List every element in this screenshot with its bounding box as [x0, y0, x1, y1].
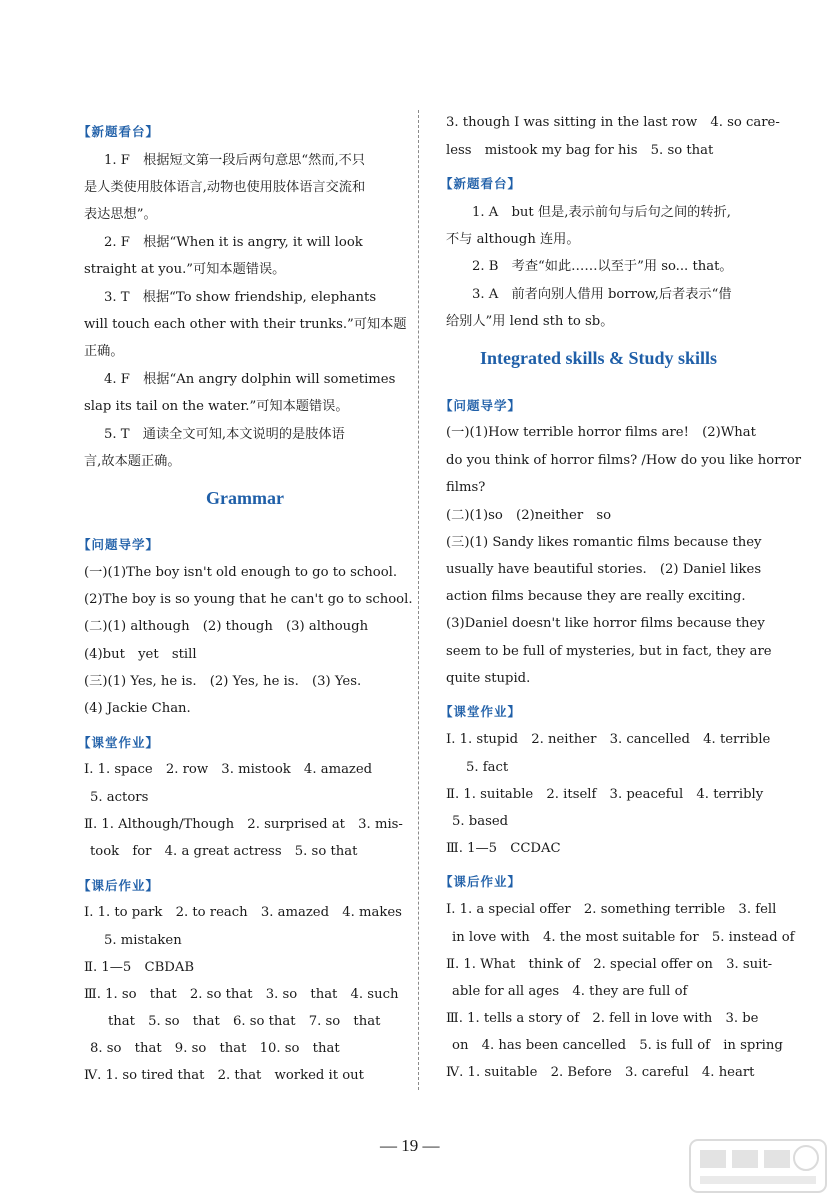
text-line: action films because they are really exciting. — [446, 589, 746, 604]
text-line: seem to be full of mysteries, but in fact, they are — [446, 644, 772, 659]
text-line: that 5. so that 6. so that 7. so that — [108, 1014, 381, 1029]
section-tag-homework: 【课后作业】 — [78, 878, 160, 893]
text-line: 1. F 根据短文第一段后两句意思“然而,不只 — [104, 153, 366, 168]
text-line: (二)(1)so (2)neither so — [446, 508, 612, 523]
text-line: (4)but yet still — [84, 647, 197, 662]
text-line: 1. A but 但是,表示前句与后句之间的转折, — [472, 205, 731, 220]
text-line: (一)(1)The boy isn't old enough to go to school. — [84, 565, 398, 580]
text-line: 2. B 考查“如此……以至于”用 so... that。 — [472, 259, 733, 274]
text-line: Ⅳ. 1. so tired that 2. that worked it out — [84, 1068, 364, 1083]
text-line: (4) Jackie Chan. — [84, 701, 191, 716]
section-tag-homework: 【课后作业】 — [440, 874, 522, 889]
section-tag-new-questions: 【新题看台】 — [440, 176, 522, 191]
page-number: — 19 — — [380, 1136, 440, 1155]
text-line: 是人类使用肢体语言,动物也使用肢体语言交流和 — [84, 180, 366, 195]
text-line: Ⅱ. 1. What think of 2. special offer on 3. suit- — [446, 957, 773, 972]
text-line: Ⅱ. 1. Although/Though 2. surprised at 3. mis- — [84, 817, 403, 832]
section-heading-integrated-skills: Integrated skills & Study skills — [480, 348, 718, 368]
text-line: slap its tail on the water.”可知本题错误。 — [84, 399, 349, 414]
text-line: Ⅰ. 1. space 2. row 3. mistook 4. amazed — [84, 762, 373, 777]
text-line: Ⅰ. 1. to park 2. to reach 3. amazed 4. makes — [84, 905, 402, 920]
text-line: less mistook my bag for his 5. so that — [446, 143, 714, 158]
text-line: 3. A 前者向别人借用 borrow,后者表示“借 — [472, 287, 732, 302]
text-line: able for all ages 4. they are full of — [452, 984, 688, 999]
section-tag-guided-questions: 【问题导学】 — [78, 537, 160, 552]
text-line: Ⅰ. 1. a special offer 2. something terrible 3. fell — [446, 902, 777, 917]
text-line: quite stupid. — [446, 671, 531, 686]
text-line: 5. T 通读全文可知,本文说明的是肢体语 — [104, 427, 345, 442]
text-line: (2)The boy is so young that he can't go to school. — [84, 592, 413, 607]
text-line: 不与 although 连用。 — [446, 232, 580, 247]
text-line: Ⅱ. 1. suitable 2. itself 3. peaceful 4. terribly — [446, 787, 764, 802]
text-line: 4. F 根据“An angry dolphin will sometimes — [104, 372, 396, 387]
section-tag-guided-questions: 【问题导学】 — [440, 398, 522, 413]
text-line: Ⅲ. 1—5 CCDAC — [446, 841, 561, 856]
text-line: 5. fact — [466, 760, 509, 775]
text-line: 给别人”用 lend sth to sb。 — [446, 314, 614, 329]
text-line: (三)(1) Sandy likes romantic films because they — [446, 535, 762, 550]
text-line: (三)(1) Yes, he is. (2) Yes, he is. (3) Yes. — [84, 674, 362, 689]
text-line: in love with 4. the most suitable for 5. instead of — [452, 930, 795, 945]
text-line: 8. so that 9. so that 10. so that — [90, 1041, 340, 1056]
text-line: 正确。 — [84, 344, 124, 359]
text-line: 言,故本题正确。 — [84, 454, 181, 469]
text-line: do you think of horror films? /How do you like horror — [446, 453, 802, 468]
section-heading-grammar: Grammar — [206, 488, 284, 508]
text-line: 3. T 根据“To show friendship, elephants — [104, 290, 377, 305]
column-divider — [418, 110, 419, 1090]
text-line: 3. though I was sitting in the last row 4. so care- — [446, 115, 780, 130]
text-line: (一)(1)How terrible horror films are! (2)What — [446, 425, 756, 440]
text-line: took for 4. a great actress 5. so that — [90, 844, 358, 859]
watermark-logo-icon — [688, 1136, 828, 1196]
text-line: will touch each other with their trunks.”可知本题 — [84, 317, 407, 332]
text-line: 5. actors — [90, 790, 149, 805]
text-line: 2. F 根据“When it is angry, it will look — [104, 235, 363, 250]
text-line: straight at you.”可知本题错误。 — [84, 262, 286, 277]
section-tag-classwork: 【课堂作业】 — [78, 735, 160, 750]
text-line: Ⅲ. 1. tells a story of 2. fell in love with 3. be — [446, 1011, 759, 1026]
section-tag-classwork: 【课堂作业】 — [440, 704, 522, 719]
text-line: films? — [446, 480, 486, 495]
text-line: 表达思想”。 — [84, 207, 157, 222]
section-tag-new-questions: 【新题看台】 — [78, 124, 160, 139]
text-line: Ⅳ. 1. suitable 2. Before 3. careful 4. heart — [446, 1065, 755, 1080]
text-line: Ⅲ. 1. so that 2. so that 3. so that 4. such — [84, 987, 399, 1002]
text-line: Ⅱ. 1—5 CBDAB — [84, 960, 195, 975]
text-line: usually have beautiful stories. (2) Daniel likes — [446, 562, 762, 577]
text-line: (二)(1) although (2) though (3) although — [84, 619, 369, 634]
text-line: (3)Daniel doesn't like horror films because they — [446, 616, 765, 631]
text-line: Ⅰ. 1. stupid 2. neither 3. cancelled 4. terrible — [446, 732, 771, 747]
text-line: on 4. has been cancelled 5. is full of in spring — [452, 1038, 783, 1053]
text-line: 5. mistaken — [104, 933, 182, 948]
text-line: 5. based — [452, 814, 509, 829]
